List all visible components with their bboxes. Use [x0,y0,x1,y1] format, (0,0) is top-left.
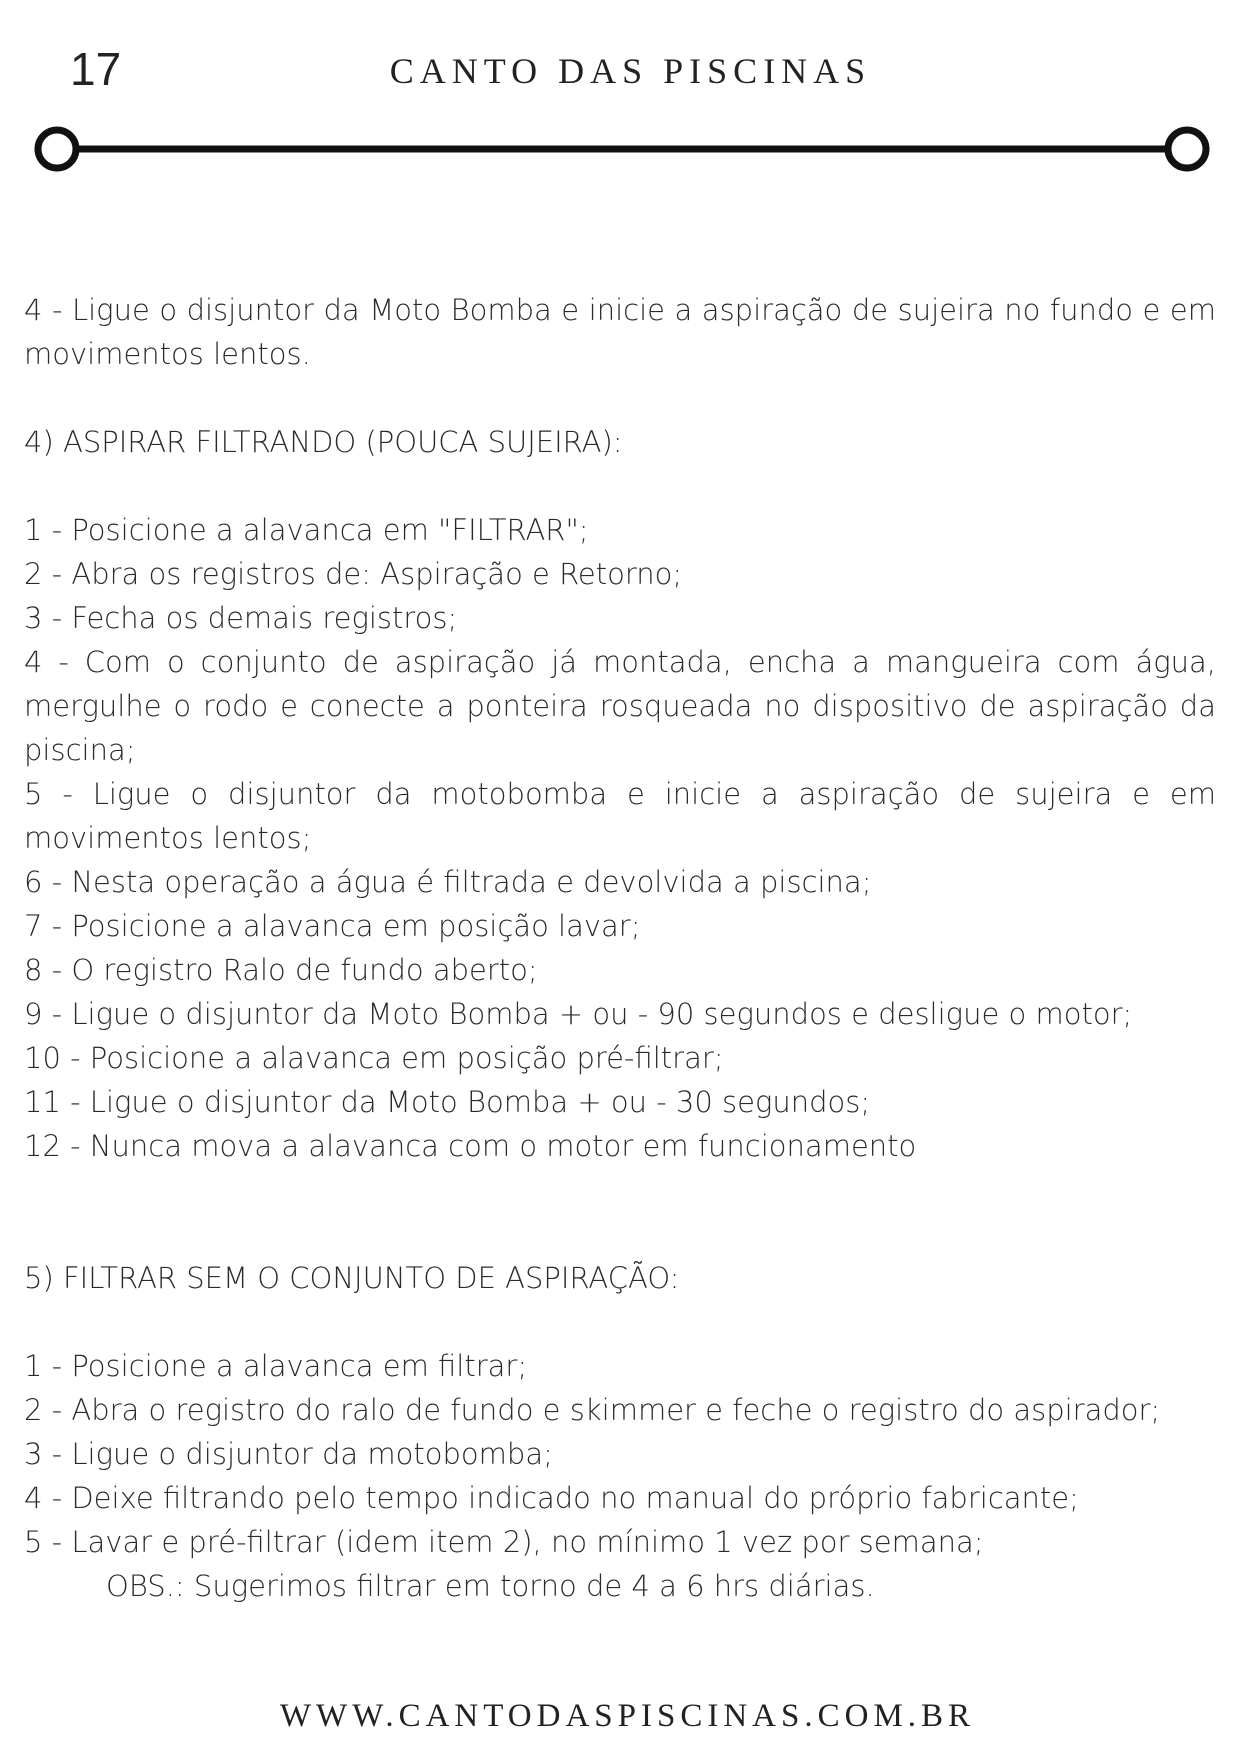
section-4-step: 3 - Fecha os demais registros; [24,601,458,635]
section-5-step: 5 - Lavar e pré-filtrar (idem item 2), no mínimo 1 vez por semana; [24,1525,984,1559]
section-5-step: 2 - Abra o registro do ralo de fundo e skimmer e feche o registro do aspirador; [24,1393,1161,1427]
section-4-step: 12 - Nunca mova a alavanca com o motor em funcionamento [24,1129,917,1163]
divider-right-circle [1168,130,1206,168]
section-4-step: 2 - Abra os registros de: Aspiração e Retorno; [24,557,683,591]
section-5-step: 1 - Posicione a alavanca em filtrar; [24,1349,528,1383]
section-4-heading: 4) ASPIRAR FILTRANDO (POUCA SUJEIRA): [24,425,623,459]
section-4-step: 10 - Posicione a alavanca em posição pré-filtrar; [24,1041,724,1075]
divider-left-circle [38,130,76,168]
footer-website-url: WWW.CANTODASPISCINAS.COM.BR [279,1698,976,1734]
section-4-step: 6 - Nesta operação a água é filtrada e devolvida a piscina; [24,865,872,899]
section-4-step: 4 - Com o conjunto de aspiração já montada, encha a mangueira com água, mergulhe o rodo e conecte a ponteira rosqueada no dispositivo de aspiração da piscina; [24,645,1216,767]
header-divider [30,122,1214,176]
section-4-step: 5 - Ligue o disjuntor da motobomba e inicie a aspiração de sujeira e em movimentos lentos; [24,777,1216,855]
section-5-note: OBS.: Sugerimos filtrar em torno de 4 a 6 hrs diárias. [106,1569,875,1603]
section-4-step: 9 - Ligue o disjuntor da Moto Bomba + ou - 90 segundos e desligue o motor; [24,997,1133,1031]
document-title: CANTO DAS PISCINAS [389,51,872,91]
main-content [24,288,1216,1608]
section-5-heading: 5) FILTRAR SEM O CONJUNTO DE ASPIRAÇÃO: [24,1261,680,1295]
section-4-step: 8 - O registro Ralo de fundo aberto; [24,953,538,987]
section-4-step: 7 - Posicione a alavanca em posição lavar; [24,909,641,943]
section-5-step: 3 - Ligue o disjuntor da motobomba; [24,1437,553,1471]
section-4-step: 1 - Posicione a alavanca em "FILTRAR"; [24,513,589,547]
intro-paragraph: 4 - Ligue o disjuntor da Moto Bomba e inicie a aspiração de sujeira no fundo e em movimentos lentos. [24,293,1216,371]
section-4-step: 11 - Ligue o disjuntor da Moto Bomba + ou - 30 segundos; [24,1085,871,1119]
section-5-step: 4 - Deixe filtrando pelo tempo indicado no manual do próprio fabricante; [24,1481,1079,1515]
page-number: 17 [70,43,122,95]
